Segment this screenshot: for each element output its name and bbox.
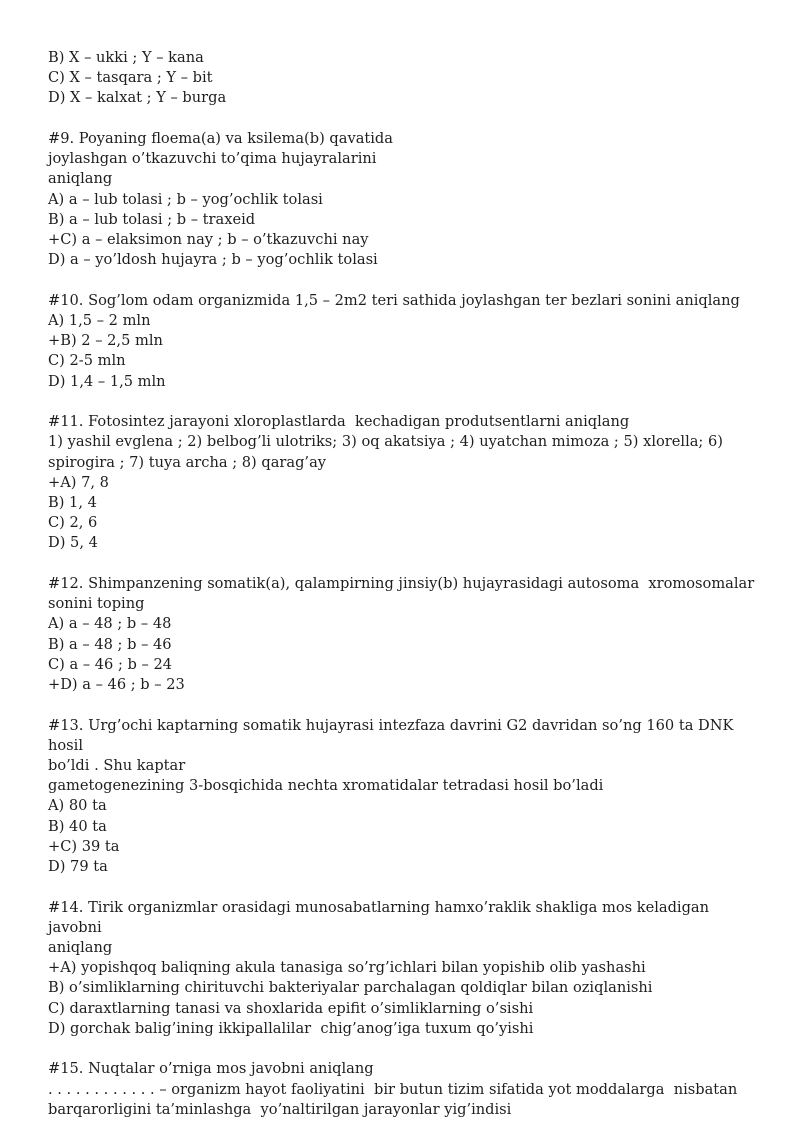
option-b: B) 40 ta [48,817,107,835]
option-a: +A) yopishqoq baliqning akula tanasiga so’rg’ichlari bilan yopishib olib yashashi [48,959,646,977]
option-b: B) a – 48 ; b – 46 [48,635,172,653]
option-b: +B) 2 – 2,5 mln [48,332,163,350]
option-c: C) 2, 6 [48,514,98,532]
option-d: D) gorchak balig’ining ikkipallalilar chig’anog’iga tuxum qo’yishi [48,1019,534,1037]
question-text: bo’ldi . Shu kaptar [48,757,186,775]
option-a: A) a – lub tolasi ; b – yog’ochlik tolasi [48,190,323,208]
option-d: D) a – yo’ldosh hujayra ; b – yog’ochlik tolasi [48,251,378,269]
option-d: D) 79 ta [48,858,108,876]
document-page [48,48,760,1140]
question-text: sonini toping [48,595,145,613]
option-d: D) X – kalxat ; Y – burga [48,89,227,107]
question-12 [48,574,760,695]
question-text: #13. Urg’ochi kaptarning somatik hujayrasi intezfaza davrini G2 davridan so’ng 160 ta DNK hosil [48,716,739,754]
question-text: aniqlang [48,170,113,188]
question-10 [48,291,760,392]
option-d: +D) a – 46 ; b – 23 [48,676,185,694]
question-11 [48,412,760,553]
option-c: +C) 39 ta [48,837,120,855]
option-d: D) 1,4 – 1,5 mln [48,372,166,390]
question-text: #14. Tirik organizmlar orasidagi munosabatlarning hamxo’raklik shakliga mos keladigan javobni [48,898,714,936]
question-8-options [48,48,760,109]
question-text: #12. Shimpanzening somatik(a), qalampirning jinsiy(b) hujayrasidagi autosoma xromosomalar [48,575,755,593]
option-a: A) 80 ta [48,797,107,815]
option-d: D) 5, 4 [48,534,98,552]
question-text: aniqlang [48,939,113,957]
question-text: . . . . . . . . . . . . – organizm hayot faoliyatini bir butun tizim sifatida yot moddalarga nisbatan [48,1080,738,1098]
option-c: C) daraxtlarning tanasi va shoxlarida epifit o’simliklarning o’sishi [48,999,534,1017]
option-c: C) 2-5 mln [48,352,126,370]
question-text: #10. Sog’lom odam organizmida 1,5 – 2m2 teri sathida joylashgan ter bezlari sonini aniqlang [48,291,740,309]
option-a: +A) 7, 8 [48,473,109,491]
option-a: A) 1,5 – 2 mln [48,312,151,330]
question-text: gametogenezining 3-bosqichida nechta xromatidalar tetradasi hosil bo’ladi [48,777,604,795]
question-text: spirogira ; 7) tuya archa ; 8) qarag’ay [48,453,327,471]
question-text: 1) yashil evglena ; 2) belbog’li ulotriks; 3) oq akatsiya ; 4) uyatchan mimoza ; 5) xlorella; 6) [48,433,723,451]
option-b: B) a – lub tolasi ; b – traxeid [48,210,256,228]
option-c: +C) a – elaksimon nay ; b – o’tkazuvchi nay [48,231,369,249]
question-13 [48,716,760,878]
option-c: C) X – tasqara ; Y – bit [48,69,213,87]
question-9 [48,129,760,270]
option-b: B) o’simliklarning chirituvchi bakteriyalar parchalagan qoldiqlar bilan oziqlanishi [48,979,653,997]
option-b: B) X – ukki ; Y – kana [48,49,204,66]
question-15 [48,1059,760,1120]
question-text: #15. Nuqtalar o’rniga mos javobni aniqlang [48,1060,374,1078]
question-text: barqarorligini ta’minlashga yo’naltirilgan jarayonlar yig’indisi [48,1100,512,1118]
option-c: C) a – 46 ; b – 24 [48,655,173,673]
question-text: #11. Fotosintez jarayoni xloroplastlarda kechadigan produtsentlarni aniqlang [48,413,630,431]
question-text: #9. Poyaning floema(a) va ksilema(b) qavatida [48,130,393,147]
question-text: joylashgan o’tkazuvchi to’qima hujayralarini [48,150,377,168]
question-14 [48,898,760,1039]
option-b: B) 1, 4 [48,494,97,512]
option-a: A) a – 48 ; b – 48 [48,615,172,633]
